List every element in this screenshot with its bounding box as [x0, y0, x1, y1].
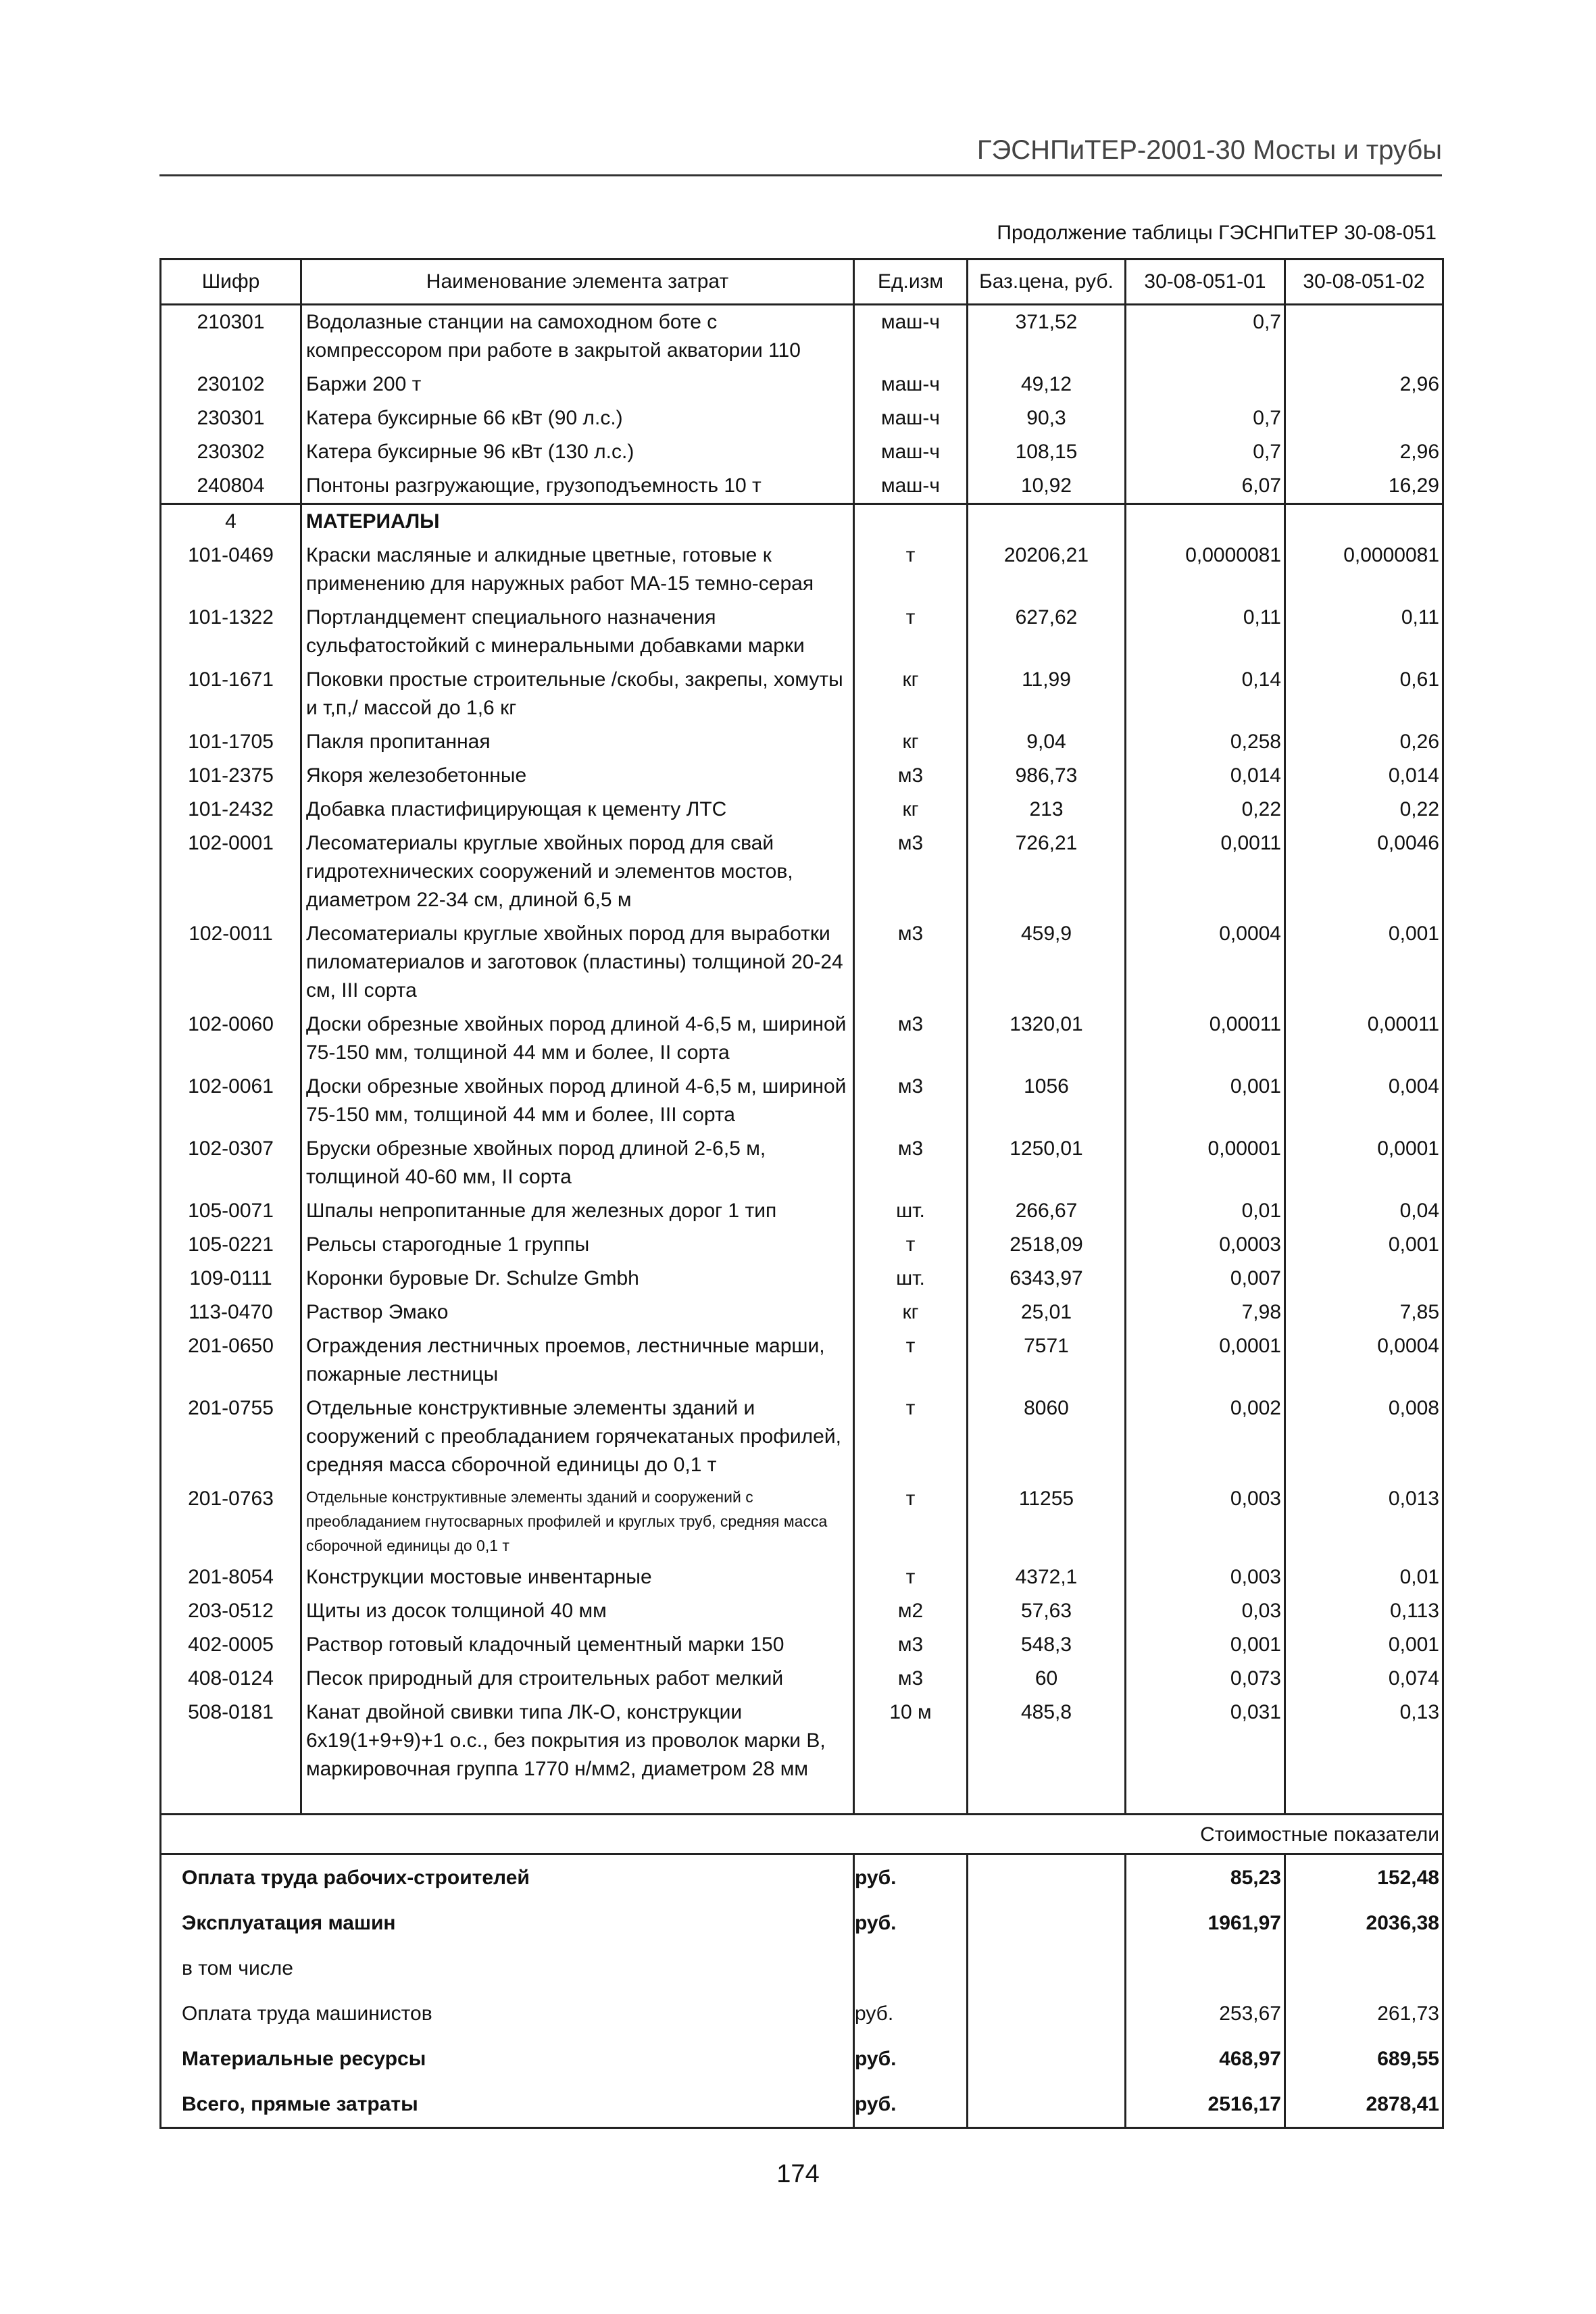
table-row	[161, 759, 1443, 793]
resource-price: 986,73	[968, 759, 1126, 793]
total-unit: руб.	[854, 1991, 968, 2036]
total-label: Оплата труда рабочих-строителей	[161, 1854, 854, 1901]
norm-01-value: 0,7	[1126, 401, 1285, 435]
norm-01-value: 0,002	[1126, 1392, 1285, 1482]
resource-unit: кг	[854, 725, 968, 759]
section-row	[161, 504, 1443, 539]
resource-unit: т	[854, 1482, 968, 1560]
norm-02-value: 0,004	[1285, 1070, 1443, 1132]
resource-name: Якоря железобетонные	[301, 759, 854, 793]
resource-unit: м3	[854, 1132, 968, 1194]
resource-code: 230102	[161, 368, 301, 401]
resource-unit: т	[854, 1329, 968, 1392]
resource-price: 371,52	[968, 305, 1126, 368]
resource-unit: маш-ч	[854, 435, 968, 469]
resource-price: 90,3	[968, 401, 1126, 435]
resource-code: 402-0005	[161, 1628, 301, 1662]
resource-name: Портландцемент специального назначения сульфатостойкий с минеральными добавками марки	[301, 601, 854, 663]
totals-row	[161, 2082, 1443, 2128]
table-row	[161, 368, 1443, 401]
resource-unit: м3	[854, 1008, 968, 1070]
resource-name: Коронки буровые Dr. Schulze Gmbh	[301, 1262, 854, 1296]
resource-name: Водолазные станции на самоходном боте с компрессором при работе в закрытой акватории 110	[301, 305, 854, 368]
total-label: Эксплуатация машин	[161, 1900, 854, 1946]
header-rule	[159, 174, 1442, 176]
resource-name: Щиты из досок толщиной 40 мм	[301, 1594, 854, 1628]
table-row	[161, 793, 1443, 827]
norm-02-value: 0,001	[1285, 1628, 1443, 1662]
table-row	[161, 1560, 1443, 1594]
resource-code: 230301	[161, 401, 301, 435]
total-unit: руб.	[854, 2036, 968, 2082]
cost-section	[161, 1786, 1443, 1854]
resource-code: 101-0469	[161, 539, 301, 601]
materials-body	[161, 539, 1443, 1786]
table-row	[161, 469, 1443, 504]
resource-price: 49,12	[968, 368, 1126, 401]
total-label: Оплата труда машинистов	[161, 1991, 854, 2036]
norm-02-value: 0,01	[1285, 1560, 1443, 1594]
resource-code: 201-0650	[161, 1329, 301, 1392]
resource-price: 8060	[968, 1392, 1126, 1482]
norm-02-value: 2,96	[1285, 435, 1443, 469]
resource-code: 113-0470	[161, 1296, 301, 1329]
resource-name: Добавка пластифицирующая к цементу ЛТС	[301, 793, 854, 827]
resource-unit: т	[854, 1392, 968, 1482]
col-header-name: Наименование элемента затрат	[301, 260, 854, 305]
resource-name: Пакля пропитанная	[301, 725, 854, 759]
resource-price: 60	[968, 1662, 1126, 1696]
norm-02-value: 0,001	[1285, 917, 1443, 1008]
resource-code: 508-0181	[161, 1696, 301, 1786]
norm-02-value: 0,074	[1285, 1662, 1443, 1696]
total-unit: руб.	[854, 1900, 968, 1946]
total-label: в том числе	[161, 1946, 854, 1991]
resource-price: 548,3	[968, 1628, 1126, 1662]
resource-code: 101-1322	[161, 601, 301, 663]
resource-code: 101-2432	[161, 793, 301, 827]
resource-code: 102-0011	[161, 917, 301, 1008]
materials-section-header	[161, 504, 1443, 539]
table-spacer-row	[161, 1786, 1443, 1815]
resource-name: Доски обрезные хвойных пород длиной 4-6,5 м, шириной 75-150 мм, толщиной 44 мм и более, III сорта	[301, 1070, 854, 1132]
table-row	[161, 1662, 1443, 1696]
norm-02-value: 0,0001	[1285, 1132, 1443, 1194]
norm-01-value: 0,11	[1126, 601, 1285, 663]
resource-price: 2518,09	[968, 1228, 1126, 1262]
totals-row	[161, 1900, 1443, 1946]
norm-01-value: 0,003	[1126, 1560, 1285, 1594]
resource-unit: м3	[854, 917, 968, 1008]
col-header-norm-02: 30-08-051-02	[1285, 260, 1443, 305]
resource-price: 266,67	[968, 1194, 1126, 1228]
resource-unit: 10 м	[854, 1696, 968, 1786]
norm-01-value: 6,07	[1126, 469, 1285, 504]
resource-unit: т	[854, 539, 968, 601]
total-norm-01: 2516,17	[1126, 2082, 1285, 2128]
total-norm-02: 2878,41	[1285, 2082, 1443, 2128]
resource-price: 459,9	[968, 917, 1126, 1008]
table-row	[161, 827, 1443, 917]
resource-name: Раствор Эмако	[301, 1296, 854, 1329]
norm-01-value: 0,00001	[1126, 1132, 1285, 1194]
norm-02-value: 0,0046	[1285, 827, 1443, 917]
resource-code: 102-0061	[161, 1070, 301, 1132]
resource-name: Канат двойной свивки типа ЛК-О, конструкции 6х19(1+9+9)+1 о.с., без покрытия из проволок марки В, маркировочная группа 1770 н/мм2, диаметром 28 мм	[301, 1696, 854, 1786]
totals-body	[161, 1854, 1443, 2128]
norm-01-value: 0,0011	[1126, 827, 1285, 917]
norm-02-value: 0,04	[1285, 1194, 1443, 1228]
resource-unit: т	[854, 1560, 968, 1594]
resource-price: 57,63	[968, 1594, 1126, 1628]
resource-name: Лесоматериалы круглые хвойных пород для свай гидротехнических сооружений и элементов мостов, диаметром 22-34 см, длиной 6,5 м	[301, 827, 854, 917]
resource-unit: кг	[854, 793, 968, 827]
norm-01-value: 0,00011	[1126, 1008, 1285, 1070]
norm-02-value: 0,11	[1285, 601, 1443, 663]
resource-unit: м3	[854, 759, 968, 793]
col-header-price: Баз.цена, руб.	[968, 260, 1126, 305]
resource-code: 230302	[161, 435, 301, 469]
norm-02-value	[1285, 1262, 1443, 1296]
norm-01-value: 0,031	[1126, 1696, 1285, 1786]
total-unit: руб.	[854, 2082, 968, 2128]
total-norm-01: 253,67	[1126, 1991, 1285, 2036]
col-header-norm-01: 30-08-051-01	[1126, 260, 1285, 305]
total-label: Всего, прямые затраты	[161, 2082, 854, 2128]
table-row	[161, 725, 1443, 759]
norm-01-value: 0,0000081	[1126, 539, 1285, 601]
resource-unit: м3	[854, 827, 968, 917]
norm-02-value: 0,113	[1285, 1594, 1443, 1628]
norm-01-value: 0,0004	[1126, 917, 1285, 1008]
resource-price: 25,01	[968, 1296, 1126, 1329]
resource-code: 101-1705	[161, 725, 301, 759]
norm-02-value: 0,00011	[1285, 1008, 1443, 1070]
resource-name: Бруски обрезные хвойных пород длиной 2-6,5 м, толщиной 40-60 мм, II сорта	[301, 1132, 854, 1194]
section-number: 4	[161, 504, 301, 539]
resource-name: Конструкции мостовые инвентарные	[301, 1560, 854, 1594]
resource-name: Доски обрезные хвойных пород длиной 4-6,5 м, шириной 75-150 мм, толщиной 44 мм и более, II сорта	[301, 1008, 854, 1070]
norm-01-value: 0,22	[1126, 793, 1285, 827]
resource-code: 105-0221	[161, 1228, 301, 1262]
machines-body	[161, 305, 1443, 504]
resource-code: 109-0111	[161, 1262, 301, 1296]
resource-code: 210301	[161, 305, 301, 368]
resource-code: 102-0001	[161, 827, 301, 917]
table-row	[161, 539, 1443, 601]
page-number: 174	[776, 2160, 820, 2188]
resource-name: Понтоны разгружающие, грузоподъемность 10 т	[301, 469, 854, 504]
total-unit: руб.	[854, 1854, 968, 1901]
total-norm-02	[1285, 1946, 1443, 1991]
table-caption: Продолжение таблицы ГЭСНПиТЕР 30-08-051	[997, 222, 1437, 244]
resource-name: Катера буксирные 66 кВт (90 л.с.)	[301, 401, 854, 435]
resource-code: 101-2375	[161, 759, 301, 793]
table-row	[161, 1482, 1443, 1560]
resource-price: 726,21	[968, 827, 1126, 917]
resource-table	[159, 258, 1444, 2129]
table-row	[161, 1696, 1443, 1786]
norm-02-value: 0,014	[1285, 759, 1443, 793]
resource-price: 213	[968, 793, 1126, 827]
resource-name: Отдельные конструктивные элементы зданий и сооружений с преобладанием гнутосварных профилей и круглых труб, средняя масса сборочной единицы до 0,1 т	[301, 1482, 854, 1560]
total-norm-02: 2036,38	[1285, 1900, 1443, 1946]
table-row	[161, 1329, 1443, 1392]
resource-code: 201-8054	[161, 1560, 301, 1594]
norm-01-value: 0,01	[1126, 1194, 1285, 1228]
resource-price: 11,99	[968, 663, 1126, 725]
resource-price: 7571	[968, 1329, 1126, 1392]
resource-code: 101-1671	[161, 663, 301, 725]
norm-02-value: 0,26	[1285, 725, 1443, 759]
table-row	[161, 1392, 1443, 1482]
resource-name: Краски масляные и алкидные цветные, готовые к применению для наружных работ МА-15 темно-серая	[301, 539, 854, 601]
resource-unit: маш-ч	[854, 368, 968, 401]
resource-price: 6343,97	[968, 1262, 1126, 1296]
resource-unit: кг	[854, 1296, 968, 1329]
cost-band-label: Стоимостные показатели	[161, 1815, 1443, 1854]
norm-01-value: 0,0001	[1126, 1329, 1285, 1392]
running-header: ГЭСНПиТЕР-2001-30 Мосты и трубы	[976, 135, 1442, 165]
resource-unit: м3	[854, 1628, 968, 1662]
resource-unit: кг	[854, 663, 968, 725]
totals-row	[161, 1854, 1443, 1901]
resource-code: 203-0512	[161, 1594, 301, 1628]
resource-price: 1250,01	[968, 1132, 1126, 1194]
resource-price: 1056	[968, 1070, 1126, 1132]
norm-01-value: 0,001	[1126, 1628, 1285, 1662]
resource-name: Поковки простые строительные /скобы, закрепы, хомуты и т,п,/ массой до 1,6 кг	[301, 663, 854, 725]
norm-02-value: 0,0000081	[1285, 539, 1443, 601]
resource-price: 1320,01	[968, 1008, 1126, 1070]
norm-01-value: 0,14	[1126, 663, 1285, 725]
total-norm-02: 261,73	[1285, 1991, 1443, 2036]
resource-unit: м3	[854, 1070, 968, 1132]
resource-price: 10,92	[968, 469, 1126, 504]
resource-name: Шпалы непропитанные для железных дорог 1 тип	[301, 1194, 854, 1228]
norm-01-value: 0,014	[1126, 759, 1285, 793]
norm-02-value: 0,13	[1285, 1696, 1443, 1786]
norm-02-value: 0,61	[1285, 663, 1443, 725]
resource-unit: шт.	[854, 1194, 968, 1228]
table-row	[161, 401, 1443, 435]
resource-unit: маш-ч	[854, 469, 968, 504]
resource-name: Рельсы старогодные 1 группы	[301, 1228, 854, 1262]
resource-code: 102-0307	[161, 1132, 301, 1194]
norm-02-value: 16,29	[1285, 469, 1443, 504]
table-row	[161, 917, 1443, 1008]
total-norm-01: 85,23	[1126, 1854, 1285, 1901]
norm-01-value: 0,258	[1126, 725, 1285, 759]
norm-01-value: 0,073	[1126, 1662, 1285, 1696]
resource-price: 9,04	[968, 725, 1126, 759]
totals-row	[161, 1946, 1443, 1991]
norm-01-value: 0,003	[1126, 1482, 1285, 1560]
totals-row	[161, 1991, 1443, 2036]
norm-02-value: 7,85	[1285, 1296, 1443, 1329]
total-unit	[854, 1946, 968, 1991]
resource-unit: маш-ч	[854, 401, 968, 435]
table-row	[161, 1070, 1443, 1132]
resource-name: Лесоматериалы круглые хвойных пород для выработки пиломатериалов и заготовок (пластины) толщиной 20-24 см, III сорта	[301, 917, 854, 1008]
resource-name: Отдельные конструктивные элементы зданий и сооружений с преобладанием горячекатаных профилей, средняя масса сборочной единицы до 0,1 т	[301, 1392, 854, 1482]
table-header-row	[161, 260, 1443, 305]
total-norm-02: 689,55	[1285, 2036, 1443, 2082]
section-title: МАТЕРИАЛЫ	[301, 504, 854, 539]
resource-code: 201-0763	[161, 1482, 301, 1560]
norm-01-value: 0,7	[1126, 435, 1285, 469]
norm-01-value: 0,001	[1126, 1070, 1285, 1132]
resource-unit: т	[854, 601, 968, 663]
resource-name: Раствор готовый кладочный цементный марки 150	[301, 1628, 854, 1662]
table-row	[161, 305, 1443, 368]
resource-name: Катера буксирные 96 кВт (130 л.с.)	[301, 435, 854, 469]
norm-01-value: 7,98	[1126, 1296, 1285, 1329]
table-row	[161, 1228, 1443, 1262]
resource-unit: т	[854, 1228, 968, 1262]
total-norm-02: 152,48	[1285, 1854, 1443, 1901]
table-row	[161, 1262, 1443, 1296]
norm-02-value: 2,96	[1285, 368, 1443, 401]
resource-code: 201-0755	[161, 1392, 301, 1482]
resource-name: Баржи 200 т	[301, 368, 854, 401]
resource-code: 408-0124	[161, 1662, 301, 1696]
resource-name: Песок природный для строительных работ мелкий	[301, 1662, 854, 1696]
table-row	[161, 1008, 1443, 1070]
table-row	[161, 601, 1443, 663]
resource-unit: м2	[854, 1594, 968, 1628]
table-row	[161, 1628, 1443, 1662]
norm-02-value: 0,0004	[1285, 1329, 1443, 1392]
resource-name: Ограждения лестничных проемов, лестничные марши, пожарные лестницы	[301, 1329, 854, 1392]
resource-price: 11255	[968, 1482, 1126, 1560]
norm-02-value	[1285, 401, 1443, 435]
resource-code: 102-0060	[161, 1008, 301, 1070]
table-row	[161, 1194, 1443, 1228]
col-header-unit: Ед.изм	[854, 260, 968, 305]
resource-price: 485,8	[968, 1696, 1126, 1786]
resource-price: 20206,21	[968, 539, 1126, 601]
resource-unit: шт.	[854, 1262, 968, 1296]
table-row	[161, 435, 1443, 469]
total-label: Материальные ресурсы	[161, 2036, 854, 2082]
norm-02-value	[1285, 305, 1443, 368]
col-header-code: Шифр	[161, 260, 301, 305]
norm-02-value: 0,001	[1285, 1228, 1443, 1262]
table-row	[161, 1296, 1443, 1329]
table-row	[161, 1594, 1443, 1628]
cost-band-row	[161, 1815, 1443, 1854]
resource-price: 108,15	[968, 435, 1126, 469]
norm-02-value: 0,008	[1285, 1392, 1443, 1482]
resource-unit: м3	[854, 1662, 968, 1696]
resource-code: 105-0071	[161, 1194, 301, 1228]
total-norm-01: 1961,97	[1126, 1900, 1285, 1946]
norm-01-value: 0,0003	[1126, 1228, 1285, 1262]
norm-02-value: 0,22	[1285, 793, 1443, 827]
norm-01-value: 0,007	[1126, 1262, 1285, 1296]
norm-01-value	[1126, 368, 1285, 401]
total-norm-01: 468,97	[1126, 2036, 1285, 2082]
total-norm-01	[1126, 1946, 1285, 1991]
norm-01-value: 0,7	[1126, 305, 1285, 368]
resource-code: 240804	[161, 469, 301, 504]
totals-row	[161, 2036, 1443, 2082]
resource-price: 627,62	[968, 601, 1126, 663]
norm-01-value: 0,03	[1126, 1594, 1285, 1628]
resource-unit: маш-ч	[854, 305, 968, 368]
table-row	[161, 663, 1443, 725]
resource-price: 4372,1	[968, 1560, 1126, 1594]
table-row	[161, 1132, 1443, 1194]
norm-02-value: 0,013	[1285, 1482, 1443, 1560]
